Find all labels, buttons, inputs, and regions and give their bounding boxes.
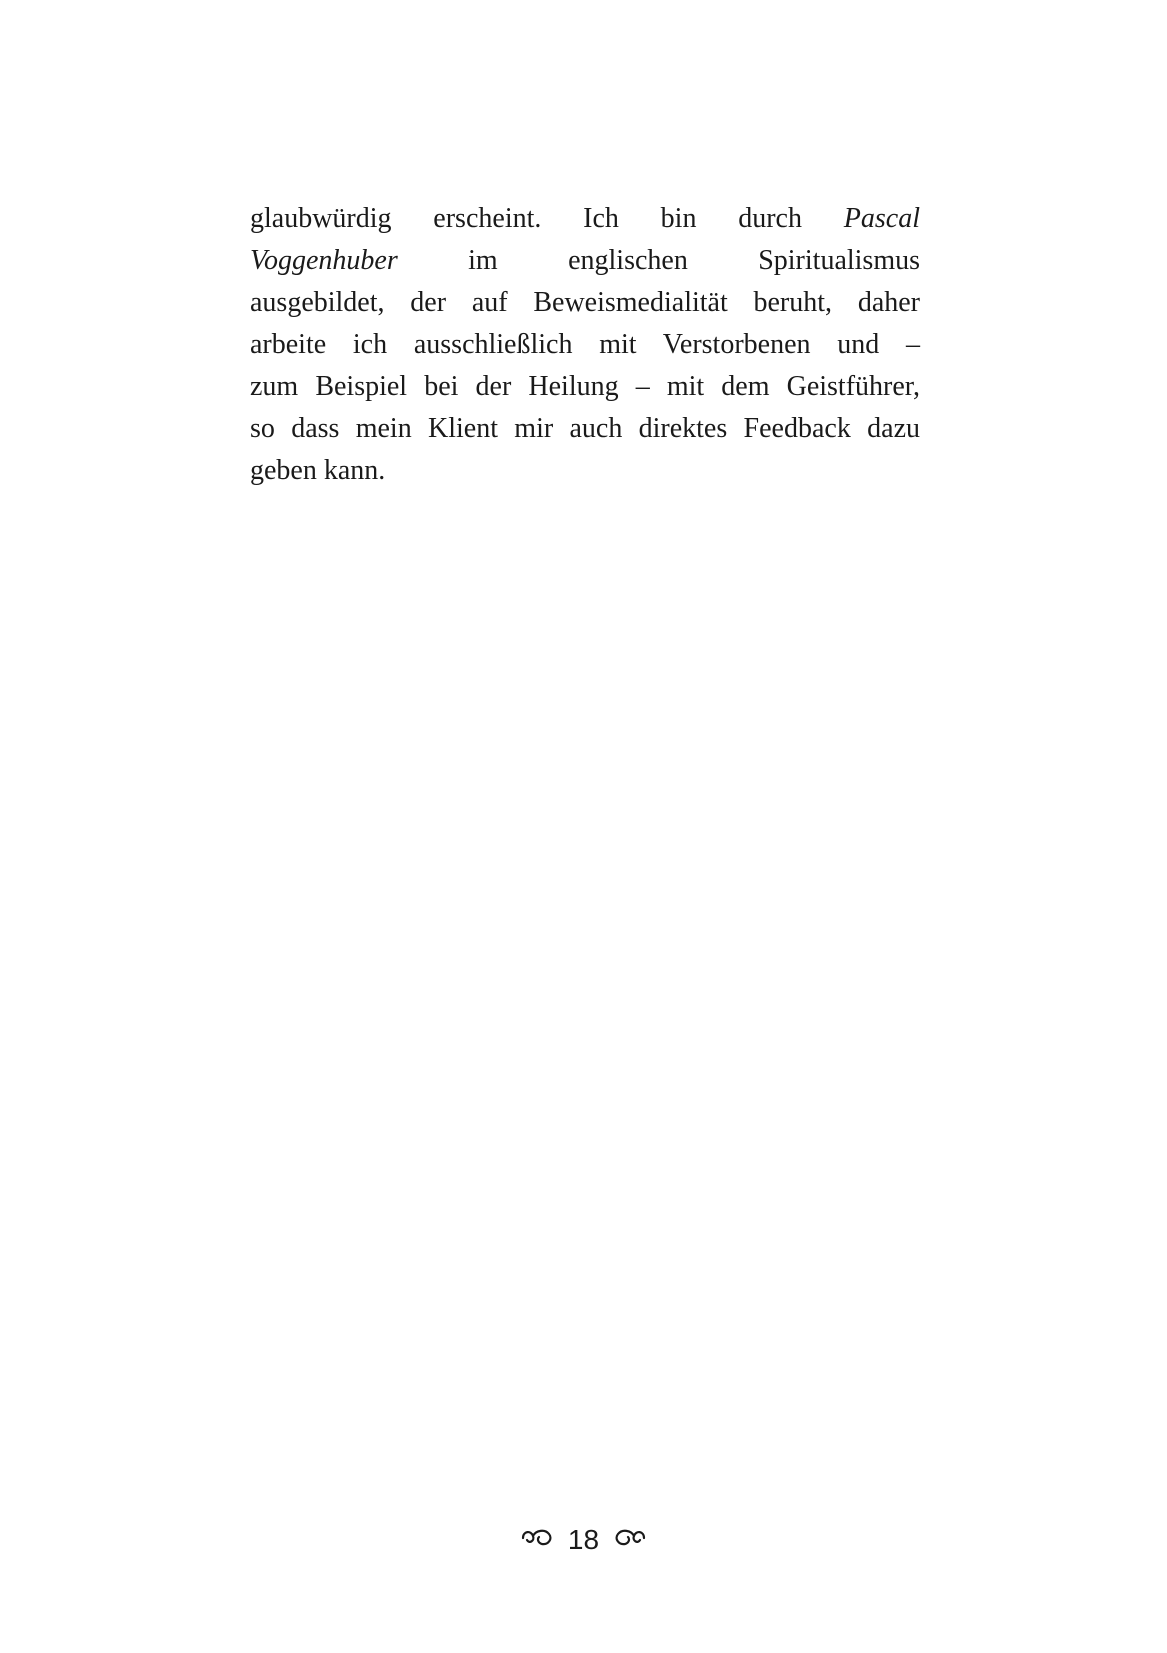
text-line-5	[250, 366, 920, 408]
text-line-4	[250, 324, 920, 366]
line-3-text: ausgebildet, der auf Beweismedialität beruht, daher	[250, 287, 920, 318]
page-footer	[0, 1520, 1167, 1558]
line-6-text: so dass mein Klient mir auch direktes Feedback dazu	[250, 413, 920, 444]
body-paragraph	[250, 198, 920, 492]
page-number: 18	[567, 1523, 600, 1555]
text-line-1	[250, 198, 920, 240]
line-5-text: zum Beispiel bei der Heilung – mit dem Geistführer,	[250, 371, 920, 402]
italic-name-voggenhuber: Voggenhuber	[250, 245, 398, 276]
text-line-6	[250, 408, 920, 450]
line-1-text: glaubwürdig erscheint. Ich bin durch	[250, 203, 844, 234]
text-line-2	[250, 240, 920, 282]
text-line-3	[250, 282, 920, 324]
italic-name-pascal: Pascal	[843, 203, 920, 234]
line-2-text: im englischen Spiritualismus	[397, 245, 920, 276]
text-line-7	[250, 450, 920, 492]
ornament-left-icon	[520, 1522, 554, 1558]
line-4-text: arbeite ich ausschließlich mit Verstorbenen und –	[250, 329, 920, 360]
line-7-text: geben kann.	[250, 455, 386, 486]
ornament-right-icon	[613, 1522, 647, 1558]
